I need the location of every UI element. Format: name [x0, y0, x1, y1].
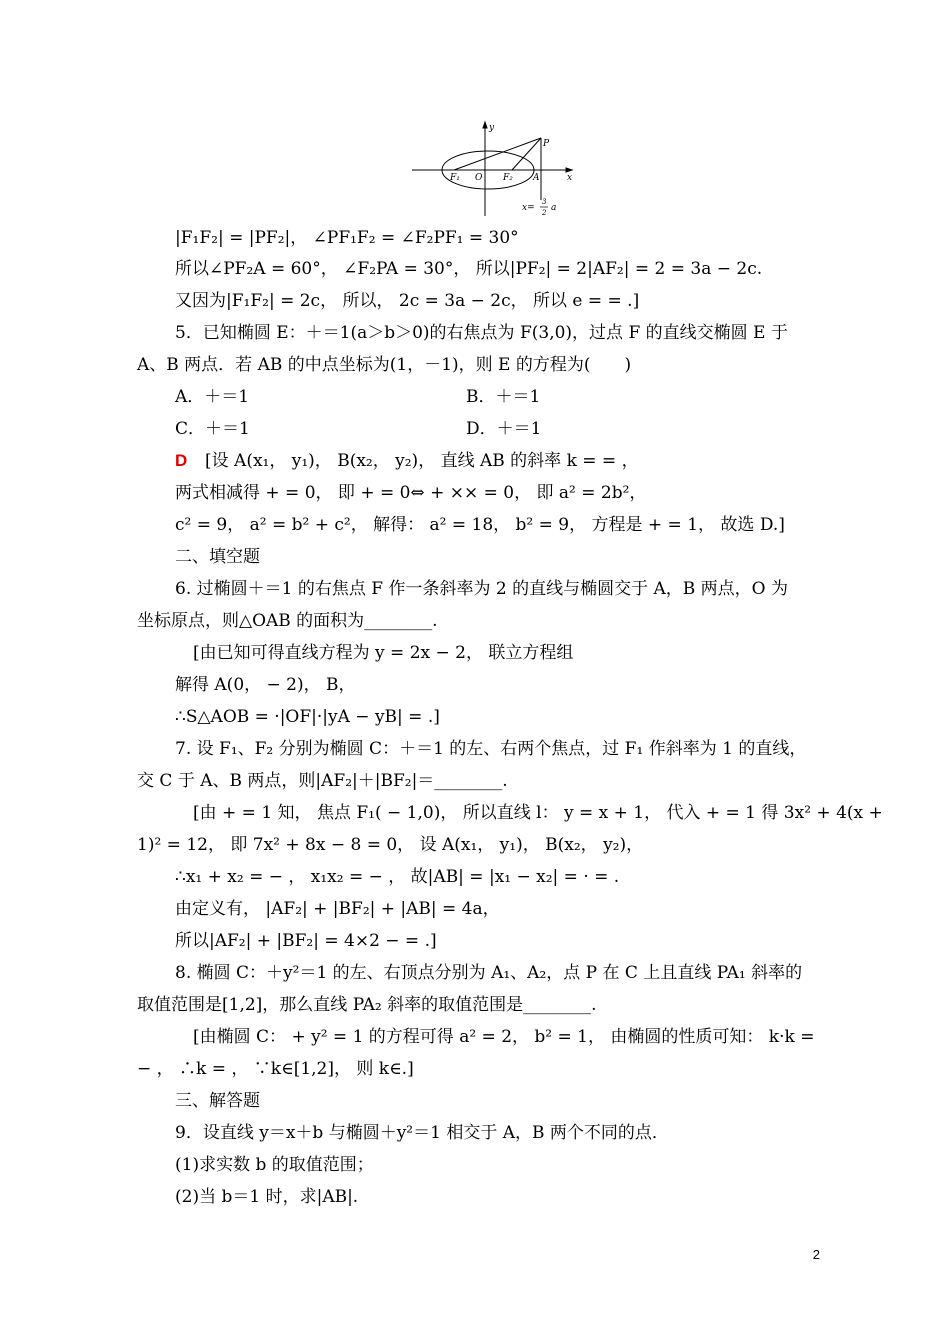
q6-solution-line3: ∴S△AOB = ·|OF|·|yA − yB| = .]: [175, 707, 440, 727]
directrix-label: x=: [522, 203, 535, 213]
q7-solution-line3: ∴x₁ + x₂ = − ， x₁x₂ = − ， 故|AB| = |x₁ − x₂| = · = .: [175, 867, 620, 887]
directrix-denominator: 2: [542, 209, 547, 217]
q9-part2: (2)当 b＝1 时，求|AB|.: [175, 1187, 359, 1207]
pf2-line: [512, 138, 541, 170]
solution4-line1: |F₁F₂| = |PF₂|， ∠PF₁F₂ = ∠F₂PF₁ = 30°: [175, 228, 519, 248]
q5-option-c: C．＋＝1: [175, 419, 250, 439]
q6-solution-line2: 解得 A(0， − 2)， B，: [175, 675, 356, 695]
q6-line1: 6. 过椭圆＋＝1 的右焦点 F 作一条斜率为 2 的直线与椭圆交于 A，B 两点，O 为: [175, 579, 788, 599]
q7-solution-line4: 由定义有， |AF₂| + |BF₂| + |AB| = 4a，: [175, 899, 500, 919]
q8-line1: 8. 椭圆 C：＋y²＝1 的左、右顶点分别为 A₁、A₂，点 P 在 C 上且直线 PA₁ 斜率的: [175, 963, 803, 983]
f1-label: F₁: [450, 173, 460, 183]
section-heading-fill-blank: 二、填空题: [175, 547, 260, 566]
solution4-line2: 所以∠PF₂A = 60°， ∠F₂PA = 30°， 所以|PF₂| = 2|AF₂| = 2 = 3a − 2c.: [175, 259, 763, 279]
q5-option-b: B．＋＝1: [466, 387, 541, 407]
q7-line1: 7. 设 F₁、F₂ 分别为椭圆 C：＋＝1 的左、右两个焦点，过 F₁ 作斜率为 1 的直线，: [175, 739, 807, 759]
vertex-a-label: A: [533, 173, 540, 183]
section-heading-answer: 三、解答题: [175, 1091, 260, 1110]
q7-solution-line5: 所以|AF₂| + |BF₂| = 4×2 − = .]: [175, 931, 437, 951]
figure-axes: [412, 122, 572, 216]
y-arrow: [483, 122, 487, 128]
point-p-label: P: [543, 139, 550, 149]
q5-solution-line1: [设 A(x₁， y₁)， B(x₂， y₂)， 直线 AB 的斜率 k = = ，: [205, 451, 639, 471]
q8-solution-line1: [由椭圆 C： + y² = 1 的方程可得 a² = 2， b² = 1， 由椭圆的性质可知： k·k =: [193, 1027, 815, 1047]
ellipse-figure: [410, 118, 580, 220]
q9-line1: 9．设直线 y＝x＋b 与椭圆＋y²＝1 相交于 A，B 两个不同的点．: [175, 1123, 669, 1143]
q8-line2: 取值范围是[1,2]，那么直线 PA₂ 斜率的取值范围是________.: [137, 995, 597, 1015]
q7-line2: 交 C 于 A、B 两点，则|AF₂|＋|BF₂|＝________.: [137, 771, 508, 791]
page-number: 2: [812, 1247, 820, 1262]
q5-option-a: A．＋＝1: [175, 387, 250, 407]
y-axis-label: y: [489, 123, 495, 133]
solution4-line3: 又因为|F₁F₂| = 2c， 所以， 2c = 3a − 2c， 所以 e = = .]: [175, 291, 640, 311]
pf1-line: [454, 138, 541, 170]
origin-label: O: [475, 173, 483, 183]
q5-line2: A、B 两点．若 AB 的中点坐标为(1，－1)，则 E 的方程为( ): [137, 355, 632, 375]
x-arrow: [566, 168, 572, 172]
q6-solution-line1: [由已知可得直线方程为 y = 2x − 2， 联立方程组: [193, 643, 574, 663]
q6-line2: 坐标原点，则△OAB 的面积为________.: [137, 611, 438, 631]
q7-solution-line2: 1)² = 12， 即 7x² + 8x − 8 = 0， 设 A(x₁， y₁)， B(x₂， y₂)，: [137, 835, 644, 855]
x-axis-label: x: [567, 173, 573, 183]
q5-solution-line3: c² = 9， a² = b² + c²， 解得： a² = 18， b² = 9， 方程是 + = 1， 故选 D.]: [175, 515, 785, 535]
q5-answer: D: [175, 451, 188, 470]
q8-solution-line2: − ， ∴k = ， ∵k∈[1,2]， 则 k∈.]: [137, 1059, 414, 1079]
q5-option-d: D．＋＝1: [466, 419, 542, 439]
q7-solution-line1: [由 + = 1 知， 焦点 F₁( − 1,0)， 所以直线 l： y = x + 1， 代入 + = 1 得 3x² + 4(x +: [193, 803, 883, 823]
q5-line1: 5．已知椭圆 E：＋＝1(a＞b＞0)的右焦点为 F(3,0)，过点 F 的直线交椭圆 E 于: [175, 323, 788, 343]
q5-solution-line2: 两式相减得 + = 0， 即 + = 0⇔ + ×× = 0， 即 a² = 2b²，: [175, 483, 647, 503]
f2-label: F₂: [503, 173, 513, 183]
q9-part1: (1)求实数 b 的取值范围；: [175, 1155, 374, 1175]
directrix-numerator: 3: [542, 198, 547, 206]
directrix-a: a: [551, 203, 557, 213]
figure-lines: [454, 138, 541, 200]
